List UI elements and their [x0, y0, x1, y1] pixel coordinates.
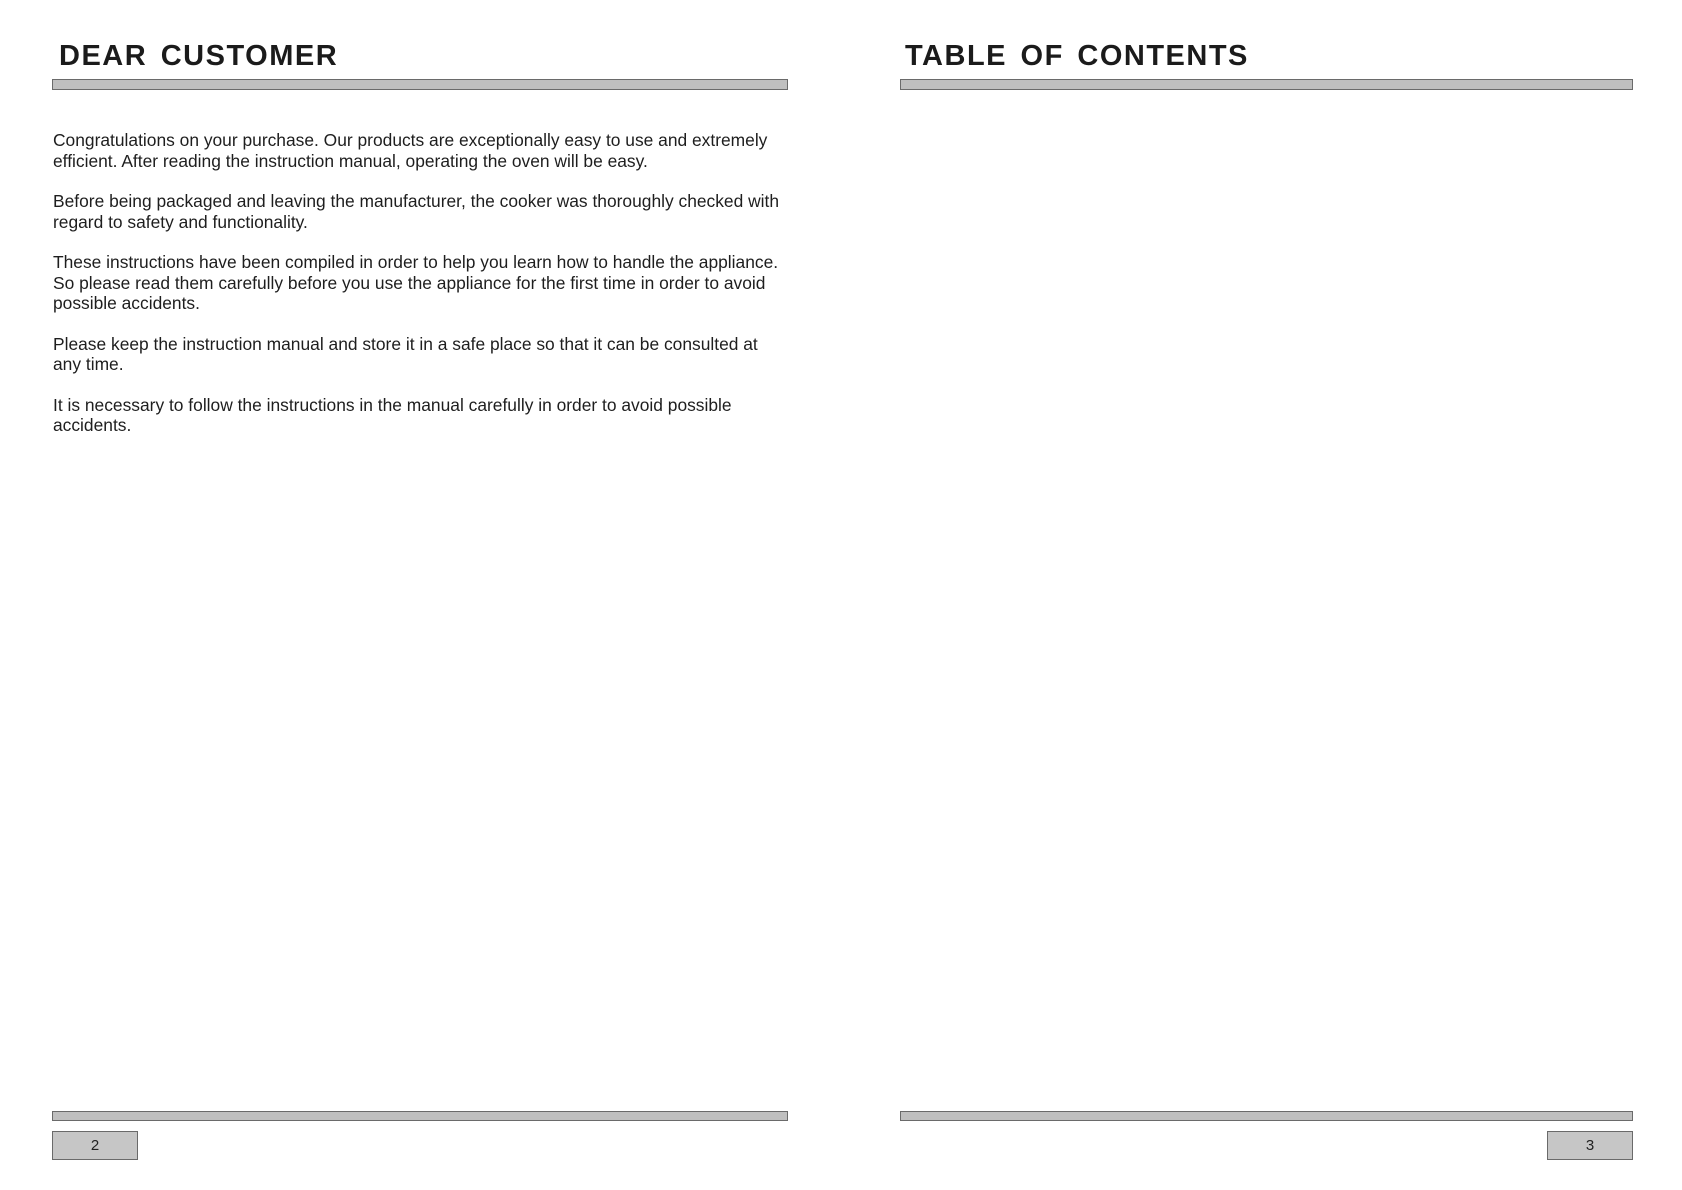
footer-rule — [900, 1111, 1633, 1121]
header-rule — [52, 79, 788, 90]
footer-rule — [52, 1111, 788, 1121]
header-rule — [900, 79, 1633, 90]
right-page — [900, 0, 1633, 1190]
paragraph: Please keep the instruction manual and store it in a safe place so that it can be consulted at any time. — [53, 333, 758, 374]
paragraph: These instructions have been compiled in order to help you learn how to handle the appliance. So please read them carefully before you use the appliance for the first time in order to avoid possible accidents. — [53, 252, 779, 313]
page-number: 3 — [1547, 1131, 1633, 1160]
page-title-table-of-contents: TABLE OF CONTENTS — [905, 40, 1249, 72]
page-number: 2 — [52, 1131, 138, 1160]
page-title-dear-customer: DEAR CUSTOMER — [59, 40, 339, 72]
paragraph: Before being packaged and leaving the manufacturer, the cooker was thoroughly checked with regard to safety and functionality. — [53, 191, 780, 232]
paragraph: It is necessary to follow the instructions in the manual carefully in order to avoid possible accidents. — [53, 394, 732, 435]
intro-text — [53, 130, 788, 456]
paragraph: Congratulations on your purchase. Our products are exceptionally easy to use and extremely efficient. After reading the instruction manual, operating the oven will be easy. — [53, 130, 768, 171]
left-page — [52, 0, 788, 1190]
